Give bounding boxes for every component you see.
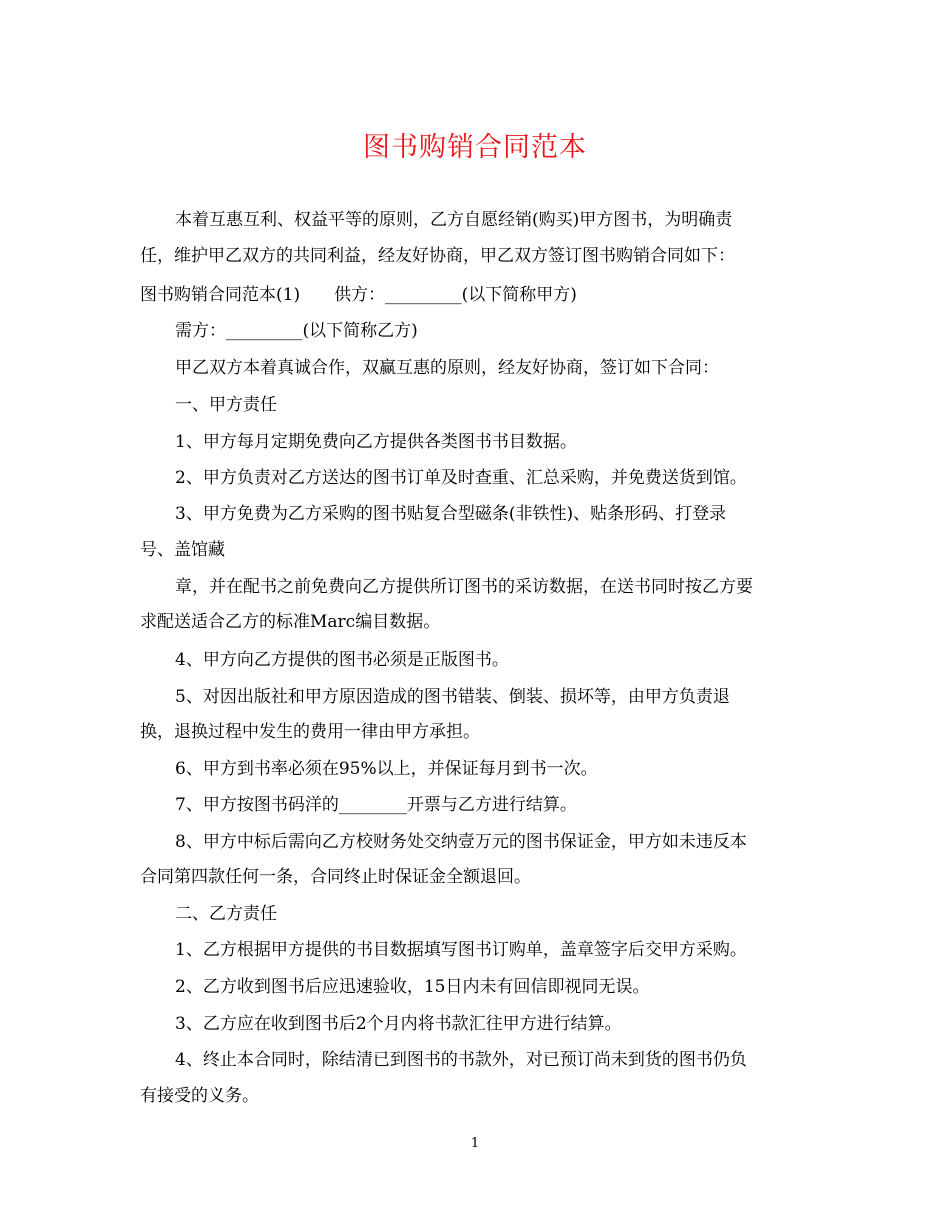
clause-line: 章，并在配书之前免费向乙方提供所订图书的采访数据，在送书同时按乙方要 xyxy=(175,577,753,597)
clause-line: 1、乙方根据甲方提供的书目数据填写图书订购单，盖章签字后交甲方采购。 xyxy=(175,940,747,960)
clause-line: 号、盖馆藏 xyxy=(140,540,225,560)
clause-line: 3、甲方免费为乙方采购的图书贴复合型磁条(非铁性)、贴条形码、打登录 xyxy=(175,504,727,524)
document-title: 图书购销合同范本 xyxy=(363,132,587,163)
paragraph-line: 本着互惠互利、权益平等的原则，乙方自愿经销(购买)甲方图书，为明确责 xyxy=(175,210,733,230)
paragraph-line: 需方：_________(以下简称乙方) xyxy=(175,321,418,341)
clause-line: 合同第四款任何一条，合同终止时保证金全额退回。 xyxy=(140,867,531,887)
clause-line: 4、终止本合同时，除结清已到图书的书款外，对已预订尚未到货的图书仍负 xyxy=(175,1050,747,1070)
section-heading: 二、乙方责任 xyxy=(175,904,277,924)
clause-line: 6、甲方到书率必须在95%以上，并保证每月到书一次。 xyxy=(175,759,598,779)
clause-line: 有接受的义务。 xyxy=(140,1086,259,1106)
clause-line: 2、乙方收到图书后应迅速验收，15日内未有回信即视同无误。 xyxy=(175,977,650,997)
clause-line: 7、甲方按图书码洋的________开票与乙方进行结算。 xyxy=(175,795,577,815)
clause-line: 5、对因出版社和甲方原因造成的图书错装、倒装、损坏等，由甲方负责退 xyxy=(175,687,730,707)
clause-line: 2、甲方负责对乙方送达的图书订单及时查重、汇总采购，并免费送货到馆。 xyxy=(175,468,747,488)
page-number: 1 xyxy=(470,1136,480,1151)
section-heading: 一、甲方责任 xyxy=(175,395,277,415)
clause-line: 3、乙方应在收到图书后2个月内将书款汇往甲方进行结算。 xyxy=(175,1014,622,1034)
clause-line: 换，退换过程中发生的费用一律由甲方承担。 xyxy=(140,722,480,742)
clause-line: 8、甲方中标后需向乙方校财务处交纳壹万元的图书保证金，甲方如未违反本 xyxy=(175,832,747,852)
clause-line: 求配送适合乙方的标准Marc编目数据。 xyxy=(140,612,441,632)
clause-line: 4、甲方向乙方提供的图书必须是正版图书。 xyxy=(175,650,509,670)
paragraph-line: 任，维护甲乙双方的共同利益，经友好协商，甲乙双方签订图书购销合同如下： xyxy=(140,246,735,266)
paragraph-line: 图书购销合同范本(1) 供方：_________(以下简称甲方) xyxy=(140,285,577,305)
clause-line: 1、甲方每月定期免费向乙方提供各类图书书目数据。 xyxy=(175,432,577,452)
paragraph-line: 甲乙双方本着真诚合作，双赢互惠的原则，经友好协商，签订如下合同： xyxy=(175,358,719,378)
